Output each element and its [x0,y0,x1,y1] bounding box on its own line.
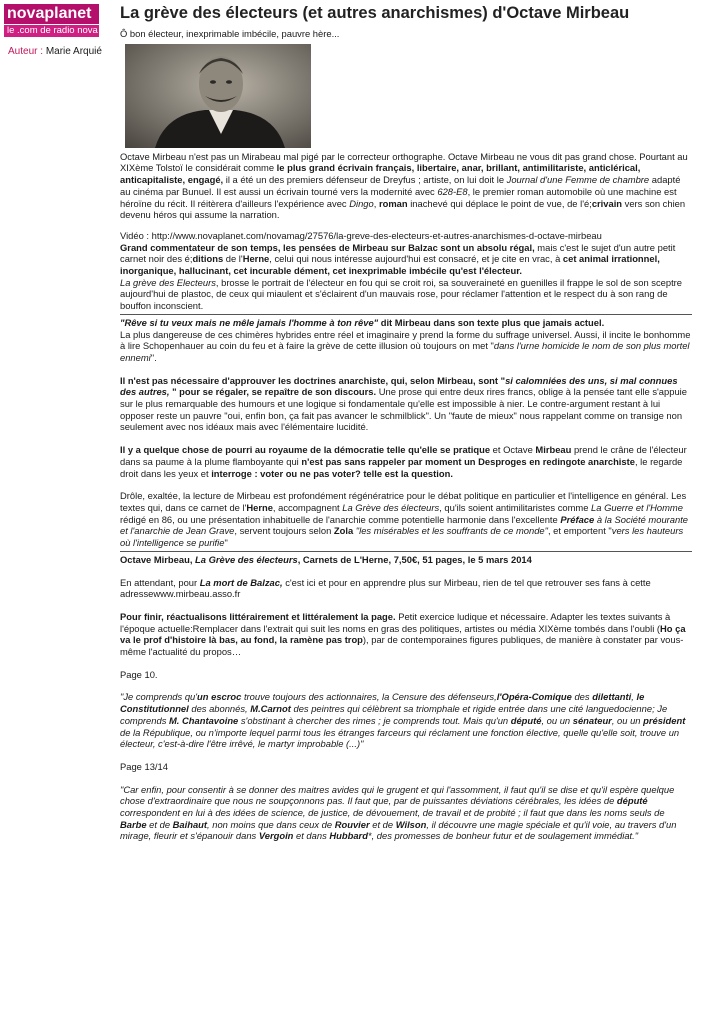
page-number: Page 13/14 [120,760,168,772]
author-label: Auteur : [8,46,44,57]
portrait-photo [125,44,311,148]
paragraph-doctrine: Il n'est pas nécessaire d'approuver les doctrines anarchiste, qui, selon Mirbeau, sont "si calomniées des uns, si mal connues des autres, " pour se régaler, se repaître de son discours. Une prose qui entre deux rires francs, oblige à la pensée tant elle s'appuie sur le plus remarquable des humours et une logique si fondamentale qu'elle est impossible à nier. Le contre-argument restant à lui opposer reste un pauvre "oui, enfin bon, ça fait pas avancer le schmilblick". Un "faute de mieux" nous rappelant comme on transige non seulement avec nos idéaux mais avec l'élémentaire lucidité. [120,374,687,433]
paragraph-portrait: La grève des Electeurs, brosse le portrait de l'électeur en fou qui se croit roi, sa souveraineté en guenilles il frappe le sol de son sceptre aujourd'hui de plastoc, de ceux qui miaulent et s'éclairent d'un mauvais rose, pour réclamer l'attention et le respect du à son rang de bouffon inconscient. [120,276,683,312]
paragraph-exercice: Pour finir, réactualisons littérairement et littéralement la page. Petit exercice ludique et nécessaire. Adapter les textes suivants à l'époque actuelle:Remplacer dans l'extrait qui suit les noms en gras des politiques, artistes ou média XIXème tombés dans l'oubli (Ho ça va le prof d'histoire là bas, au fond, la ramène pas trop), par de contemporaines figures publiques, de manière à constater par vous-même l'actualité du propos… [120,610,686,658]
quote-page-13: "Car enfin, pour consentir à se donner des maitres avides qui le grugent et qui l'assomment, il faut qu'il se dise et qu'il espère quelque chose d'extraordinaire que nous ne soupçonnons pas. Il faut que, par de puissantes déviations cérébrales, les idées de député correspondent en lui à des idées de science, de justice, de dévouement, de travail et de probité ; il faut que dans les noms seuls de Barbe et de Baihaut, non moins que dans ceux de Rouvier et de Wilson, il découvre une magie spéciale et qu'il voie, au travers d'un mirage, fleurir et s'épanouir dans Vergoin et dans Hubbard*, des promesses de bonheur futur et de soulagement immédiat." [120,783,677,842]
book-reference: Octave Mirbeau, La Grève des électeurs, Carnets de L'Herne, 7,50€, 51 pages, le 5 mars 2014 [120,553,532,565]
paragraph-intro: Octave Mirbeau n'est pas un Mirabeau mal pigé par le correcteur orthographe. Octave Mirbeau ne vous dit pas grand chose. Pourtant au XIXème Tolstoï le considérait comme le plus grand écrivain français, libertaire, anar, brillant, antimilitariste, anticlérical, anticapitaliste, engagé, il a été un des premiers défenseur de Dreyfus ; artiste, on lui doit le Journal d'une Femme de chambre adapté au cinéma par Bunuel. Il est aussi un écrivain tourné vers la modernité avec 628-E8, le premier roman automobile où une machine est héroïne du récit. Il réitèrera d'ailleurs l'expérience avec Dingo, roman inachevé qui déplace le point de vue, de l'é;crivain vers son chien devenu héros qui assume la narration. [120,150,688,221]
article-title: La grève des électeurs (et autres anarchismes) d'Octave Mirbeau [120,4,630,22]
paragraph-lecture: Drôle, exaltée, la lecture de Mirbeau est profondément régénératrice pour le débat politique en particulier et l'intelligence en général. Les textes qui, dans ce carnet de l'Herne, accompagnent La Grève des électeurs, qu'ils soient antimilitaristes comme La Guerre et l'Homme rédigé en 86, ou une présentation inhabituelle de l'anarchie comme potentielle harmonie dans l'excellente Préface à la Société mourante et l'anarchie de Jean Grave, servent toujours selon Zola "les misérables et les souffrants de ce monde", et emportent "vers les hauteurs où l'intelligence se purifie" [120,490,689,549]
site-logo[interactable] [4,4,99,37]
paragraph-reve: "Rêve si tu veux mais ne mêle jamais l'homme à ton rêve" dit Mirbeau dans son texte plus que jamais actuel. [120,316,605,328]
author-line [8,46,102,57]
logo-tagline: le .com de radio nova [4,25,99,37]
article-chapo: Ô bon électeur, inexprimable imbécile, pauvre hère... [120,28,340,39]
paragraph-balzac: Grand commentateur de son temps, les pensées de Mirbeau sur Balzac sont un absolu régal, mais c'est le sujet d'un autre petit carnet noir des é;ditions de l'Herne, celui qui nous intéresse aujourd'hui est consacré, et je cite en vrac, à cet animal irrationnel, inorganique, hallucinant, cet incurable dément, cet inexprimable imbécile qu'est l'électeur. [120,241,676,277]
paragraph-suffrage: La plus dangereuse de ces chimères hybrides entre réel et imaginaire y prend la forme du suffrage universel. Aussi, il incite le bonhomme à lire Schopenhauer au coin du feu et à faire la grève de cette illusion où toujours on met "dans l'urne homicide le nom de son plus mortel ennemi". [120,328,691,363]
paragraph-democratie: Il y a quelque chose de pourri au royaume de la démocratie telle qu'elle se pratique et Octave Mirbeau prend le crâne de l'électeur dans sa paume à la plume flamboyante qui n'est pas sans rappeler par moment un Desproges en redingote anarchiste, le regarde droit dans les yeux et interroge : voter ou ne pas voter? telle est la question. [120,444,687,479]
author-name: Marie Arquié [45,46,102,57]
page-number: Page 10. [120,668,158,680]
divider [120,551,692,552]
divider [120,314,692,315]
paragraph-balzac-link: En attendant, pour La mort de Balzac, c'est ici et pour en apprendre plus sur Mirbeau, rien de tel que retrouver ses fans à cette adressewww.mirbeau.asso.fr [120,576,651,600]
logo-wordmark: novaplanet [4,4,99,24]
article [120,3,692,842]
quote-page-10: "Je comprends qu'un escroc trouve toujours des actionnaires, la Censure des défenseurs,l'Opéra-Comique des dilettanti, le Constitutionnel des abonnés, M.Carnot des peintres qui célèbrent sa triomphale et rigide entrée dans une cité languedocienne; Je comprends M. Chantavoine s'obstinant à chercher des rimes ; je comprends tout. Mais qu'un député, ou un sénateur, ou un président de la République, ou n'importe lequel parmi tous les étranges farceurs qui réclament une fonction élective, quelle qu'elle soit, trouve un électeur, c'est-à-dire l'être irrêvé, le martyr improbable (...)" [120,691,686,750]
video-link[interactable]: Vidéo : http://www.novaplanet.com/novamag/27576/la-greve-des-electeurs-et-autres-anarchismes-d-octave-mirbeau [120,229,602,241]
